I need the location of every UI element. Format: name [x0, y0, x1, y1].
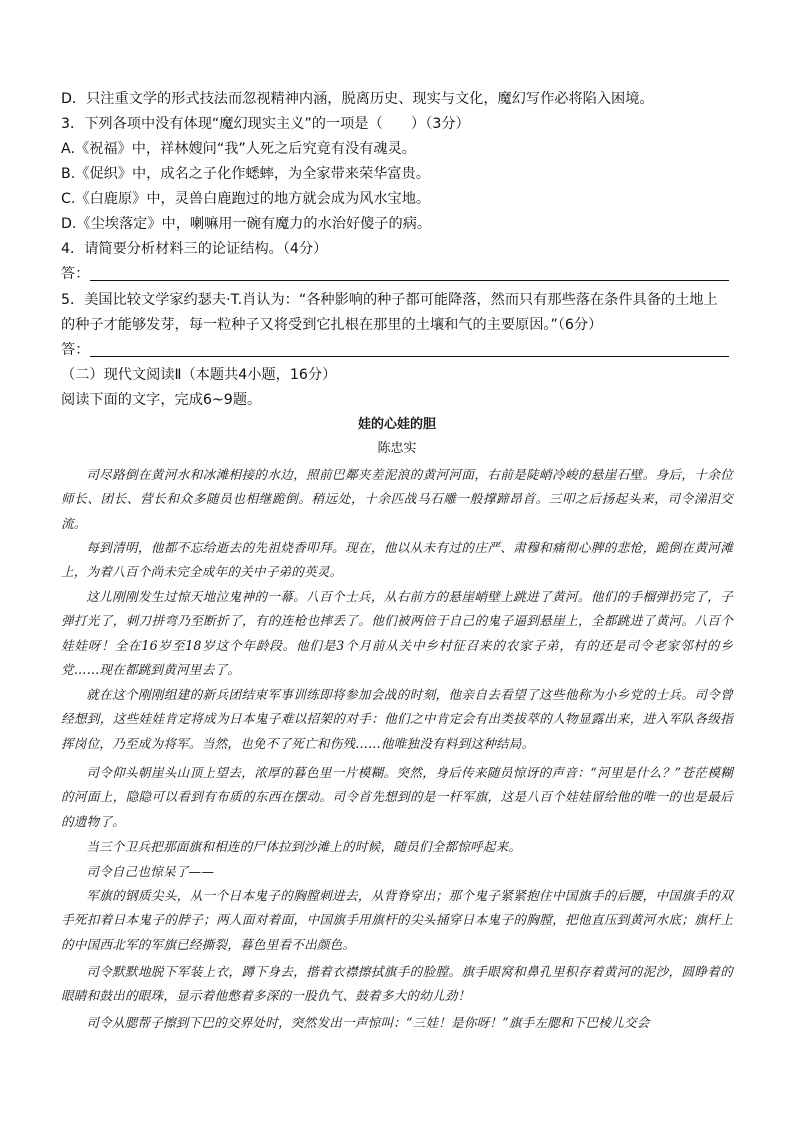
story-paragraph: 司尽路倒在黄河水和冰滩相接的水边，照前巴鄰夹差泥浪的黄河河面，右前是陡峭冷峻的悬崖石壁。身后，十余位师长、团长、营长和众多随员也相继跪倒。稍远处，十余匹战马石雕一般撑蹄昂首。三叩之后扬起头来，司令涕泪交流。 — [61, 467, 733, 531]
answer-blank-line[interactable] — [90, 280, 729, 281]
answer-label: 答： — [61, 342, 90, 358]
question-4-stem: 4．请简要分析材料三的论证结构。（4分） — [61, 241, 328, 257]
story-title: 娃的心娃的胆 — [357, 417, 436, 432]
story-paragraph: 司令从腮帮子擦到下巴的交界处时，突然发出一声惊叫：“三娃！是你呀！”旗手左腮和下巴棱儿交会 — [86, 1015, 650, 1030]
question-3-stem: 3．下列各项中没有体现“魔幻现实主义”的一项是（ ）（3分） — [61, 116, 470, 132]
story-paragraph: 每到清明，他都不忘给逝去的先祖烧香叩拜。现在，他以从未有过的庄严、肃穆和痛彻心脾的悲怆，跪倒在黄河滩上，为着八百个尚未完全成年的关中子弟的英灵。 — [61, 540, 733, 580]
story-paragraph: 司令自己也惊呆了—— — [86, 864, 215, 879]
question-4-answer-row[interactable] — [61, 264, 733, 284]
section-2-heading: （二）现代文阅读Ⅱ（本题共4小题，16分） — [61, 367, 337, 383]
question-3-option-b: B.《促织》中，成名之子化作蟋蟀，为全家带来荣华富贵。 — [61, 166, 430, 182]
section-2-instruction: 阅读下面的文字，完成6~9题。 — [61, 392, 262, 408]
question-5-stem-line-2: 的种子才能够发芽，每一粒种子又将受到它扎根在那里的土壤和气的主要原因。”（6分） — [61, 317, 603, 333]
answer-label: 答： — [61, 266, 90, 282]
story-paragraph: 就在这个刚刚组建的新兵团结束军事训练即将参加会战的时刻，他亲自去看望了这些他称为小乡党的士兵。司令曾经想到，这些娃娃肯定将成为日本鬼子难以招架的对手：他们之中肯定会有出类拔萃的人物显露出来，进入军队各级指挥岗位，乃至成为将军。当然，也免不了死亡和伤残……他唯独没有料到这种结局。 — [61, 687, 733, 751]
question-3-option-a: A.《祝福》中，祥林嫂问“我”人死之后究竟有没有魂灵。 — [61, 141, 416, 157]
question-3-option-c: C.《白鹿原》中，灵兽白鹿跑过的地方就会成为风水宝地。 — [61, 191, 431, 207]
story-author: 陈忠实 — [377, 441, 417, 456]
story-paragraph: 这儿刚刚发生过惊天地泣鬼神的一幕。八百个士兵，从右前方的悬崖峭壁上跳进了黄河。他们的手榴弹扔完了，子弹打光了，刺刀拼弯乃至断折了，有的连枪也摔丢了。他们被两倍于自己的鬼子逼到悬崖上，全都跳进了黄河。八百个娃娃呀！全在16岁至18岁这个年龄段。他们是3个月前从关中乡村征召来的农家子弟，有的还是司令老家邻村的乡党……现在都跳到黄河里去了。 — [61, 589, 733, 678]
question-5-stem-line-1: 5．美国比较文学家约瑟夫·T.肖认为：“各种影响的种子都可能降落，然而只有那些落在条件具备的土地上 — [61, 292, 718, 308]
answer-blank-line[interactable] — [90, 356, 729, 357]
question-2-option-d: D．只注重文学的形式技法而忽视精神内涵，脱离历史、现实与文化，魔幻写作必将陷入困境。 — [61, 91, 654, 107]
story-paragraph: 军旗的钢质尖头，从一个日本鬼子的胸膛刺进去，从背脊穿出；那个鬼子紧紧抱住中国旗手的后腰，中国旗手的双手死扣着日本鬼子的脖子；两人面对着面，中国旗手用旗杆的尖头捅穿日本鬼子的胸膛，把他直压到黄河水底；旗杆上的中国西北军的军旗已经撕裂，暮色里看不出颜色。 — [61, 888, 733, 952]
story-paragraph: 司令默默地脱下军装上衣，蹲下身去，揩着衣襟擦拭旗手的脸膛。旗手眼窝和鼻孔里积存着黄河的泥沙，圆睁着的眼睛和鼓出的眼珠，显示着他憋着多深的一股仇气、鼓着多大的幼儿劲！ — [61, 964, 733, 1004]
question-3-option-d: D.《尘埃落定》中，喇嘛用一碗有魔力的水治好傻子的病。 — [61, 216, 432, 232]
story-paragraph: 当三个卫兵把那面旗和相连的尸体拉到沙滩上的时候，随员们全都惊呼起来。 — [86, 839, 522, 854]
story-paragraph: 司令仰头朝崖头山顶上望去，浓厚的暮色里一片模糊。突然，身后传来随员惊讶的声音：“河里是什么？”苍茫模糊的河面上，隐隐可以看到有布质的东西在摆动。司令首先想到的是一杆军旗，这是八百个娃娃留给他的唯一的也是最后的遗物了。 — [61, 765, 733, 829]
question-5-answer-row[interactable] — [61, 340, 733, 360]
